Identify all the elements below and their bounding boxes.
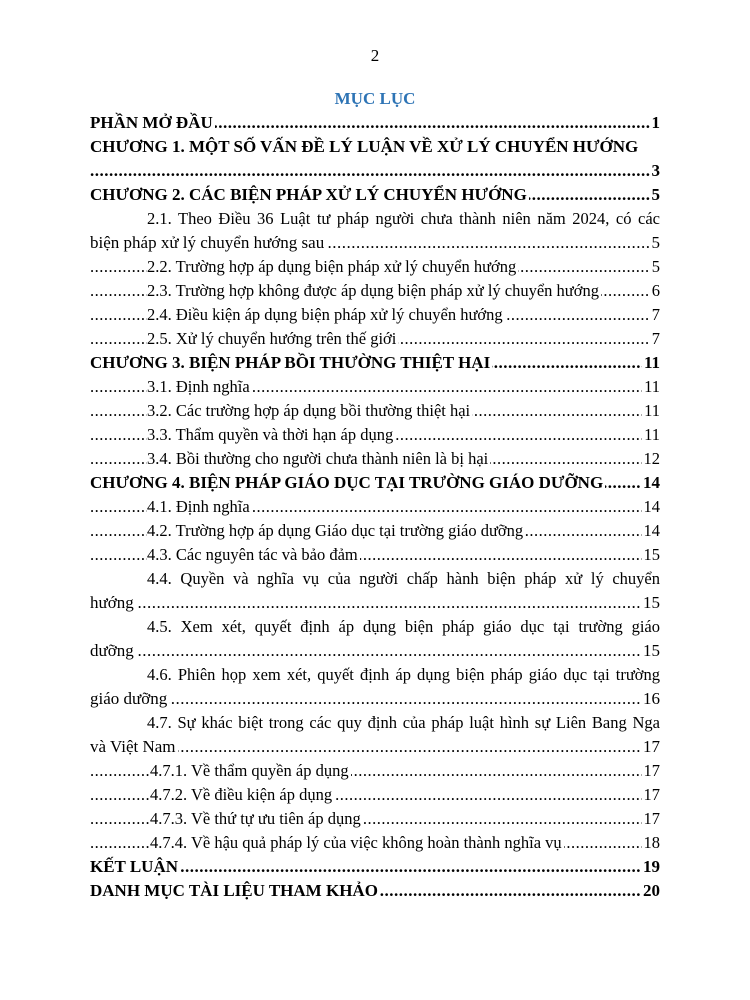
toc-entry-page: 11 <box>642 375 660 399</box>
toc-entry-page: 17 <box>642 783 661 807</box>
toc-entry-page: 11 <box>642 423 660 447</box>
toc-entry-4-7-cont[interactable] <box>90 735 660 759</box>
toc-entry-page: 17 <box>641 735 660 759</box>
toc-entry-page: 15 <box>641 639 660 663</box>
toc-entry-title: 2.5. Xử lý chuyển hướng trên thế giới <box>147 329 397 348</box>
toc-entry-page: 17 <box>642 759 661 783</box>
toc-entry-4-5[interactable] <box>90 615 660 639</box>
toc-title: MỤC LỤC <box>334 89 416 108</box>
toc-entry-4-7-4[interactable] <box>90 831 660 855</box>
toc-entry-3-1[interactable] <box>90 375 660 399</box>
toc-entry-title: 2.3. Trường hợp không được áp dụng biện pháp xử lý chuyển hướng <box>147 281 599 300</box>
toc-entry-page: 6 <box>650 279 660 303</box>
toc-entry-title: DANH MỤC TÀI LIỆU THAM KHẢO <box>90 881 378 900</box>
toc-entry-title: 3.3. Thẩm quyền và thời hạn áp dụng <box>147 425 394 444</box>
toc-entry-2-1-cont[interactable] <box>90 231 660 255</box>
toc-entry-title: 2.4. Điều kiện áp dụng biện pháp xử lý chuyển hướng <box>147 305 503 324</box>
toc-entry-4-4[interactable] <box>90 567 660 591</box>
toc-entry-title: 4.1. Định nghĩa <box>147 497 250 516</box>
toc-entry-page: 19 <box>641 855 660 879</box>
toc-entry-4-7-1[interactable] <box>90 759 660 783</box>
toc-entry-title: 4.6. Phiên họp xem xét, quyết định áp dụng biện pháp giáo dục tại trường <box>147 665 660 684</box>
toc-entry-page: 11 <box>642 399 660 423</box>
toc-entry-title: dưỡng <box>90 641 134 660</box>
toc-entry-chapter-1[interactable] <box>90 135 660 159</box>
toc-entry-title: 2.1. Theo Điều 36 Luật tư pháp người chưa thành niên năm 2024, có các <box>147 209 660 228</box>
toc-entry-3-4[interactable] <box>90 447 660 471</box>
toc-entry-2-4[interactable] <box>90 303 660 327</box>
toc-entry-page: 11 <box>642 351 660 375</box>
toc-entry-title: CHƯƠNG 2. CÁC BIỆN PHÁP XỬ LÝ CHUYỂN HƯỚNG <box>90 185 527 204</box>
toc-entry-title: 4.4. Quyền và nghĩa vụ của người chấp hành biện pháp xử lý chuyển <box>147 569 660 588</box>
page-number: 2 <box>370 46 380 65</box>
toc-entry-4-4-cont[interactable] <box>90 591 660 615</box>
toc-entry-2-5[interactable] <box>90 327 660 351</box>
toc-entry-page: ..... 3 <box>650 159 661 183</box>
toc-entry-title: biện pháp xử lý chuyển hướng sau <box>90 233 325 252</box>
toc-entry-title: và Việt Nam <box>90 737 176 756</box>
toc-entry-title: 2.2. Trường hợp áp dụng biện pháp xử lý chuyển hướng <box>147 257 517 276</box>
toc-entry-title: CHƯƠNG 4. BIỆN PHÁP GIÁO DỤC TẠI TRƯỜNG GIÁO DƯỠNG <box>90 473 604 492</box>
toc-entry-page: 12 <box>642 447 661 471</box>
toc-entry-title: 4.7. Sự khác biệt trong các quy định của pháp luật hình sự Liên Bang Nga <box>147 713 660 732</box>
toc-entry-title: CHƯƠNG 3. BIỆN PHÁP BỒI THƯỜNG THIỆT HẠI <box>90 353 491 372</box>
toc-entry-page: 5 <box>650 255 660 279</box>
toc-entry-4-7[interactable] <box>90 711 660 735</box>
toc-entry-page: 18 <box>642 831 661 855</box>
toc-entry-title: 4.2. Trường hợp áp dụng Giáo dục tại trường giáo dưỡng <box>147 521 524 540</box>
toc-entry-4-3[interactable] <box>90 543 660 567</box>
toc-entry-title: PHẦN MỞ ĐẦU <box>90 113 213 132</box>
toc-entry-title: 3.4. Bồi thường cho người chưa thành niên là bị hại <box>147 449 489 468</box>
toc-entry-title: 4.7.2. Về điều kiện áp dụng <box>150 785 333 804</box>
toc-entry-page: 7 <box>650 327 660 351</box>
toc-entry-page: 15 <box>642 543 661 567</box>
toc-entry-2-2[interactable] <box>90 255 660 279</box>
toc-entry-intro[interactable] <box>90 111 660 135</box>
toc-entry-4-2[interactable] <box>90 519 660 543</box>
toc-entry-title: CHƯƠNG 1. MỘT SỐ VẤN ĐỀ LÝ LUẬN VỀ XỬ LÝ CHUYỂN HƯỚNG <box>90 137 639 156</box>
toc-entry-chapter-2[interactable] <box>90 183 660 207</box>
toc-entry-page: 17 <box>642 807 661 831</box>
toc-entry-4-6-cont[interactable] <box>90 687 660 711</box>
toc-entry-title: 4.7.1. Về thẩm quyền áp dụng <box>150 761 349 780</box>
toc-entry-title: 4.5. Xem xét, quyết định áp dụng biện pháp giáo dục tại trường giáo <box>147 617 660 636</box>
toc-entry-4-1[interactable] <box>90 495 660 519</box>
toc-entry-4-7-3[interactable] <box>90 807 660 831</box>
toc-entry-title: KẾT LUẬN <box>90 857 179 876</box>
toc-entry-2-1[interactable] <box>90 207 660 231</box>
toc-entry-chapter-1-page[interactable] <box>90 159 660 183</box>
toc-entry-page: 16 <box>641 687 660 711</box>
toc-entry-title: 3.2. Các trường hợp áp dụng bồi thường thiệt hại <box>147 401 471 420</box>
toc-entry-3-3[interactable] <box>90 423 660 447</box>
toc-entry-title: 4.7.4. Về hậu quả pháp lý của việc không hoàn thành nghĩa vụ <box>150 833 562 852</box>
toc-entry-page: 20 <box>641 879 660 903</box>
toc-entry-conclusion[interactable] <box>90 855 660 879</box>
toc-entry-page: 14 <box>641 471 660 495</box>
toc-entry-title: 4.7.3. Về thứ tự ưu tiên áp dụng <box>150 809 361 828</box>
toc-entry-title: 3.1. Định nghĩa <box>147 377 250 396</box>
toc-entry-title: hướng <box>90 593 134 612</box>
toc-entry-4-6[interactable] <box>90 663 660 687</box>
toc-entry-page: 5 <box>650 231 661 255</box>
toc-entry-page: 15 <box>641 591 660 615</box>
toc-entry-title: 4.3. Các nguyên tác và bảo đảm <box>147 545 358 564</box>
toc-entry-page: 14 <box>642 495 661 519</box>
toc-entry-page: 14 <box>642 519 661 543</box>
toc-entry-page: 1 <box>650 111 661 135</box>
toc-entry-chapter-3[interactable] <box>90 351 660 375</box>
toc-entry-chapter-4[interactable] <box>90 471 660 495</box>
toc-entry-page: 5 <box>650 183 661 207</box>
toc-entry-4-5-cont[interactable] <box>90 639 660 663</box>
toc-entry-2-3[interactable] <box>90 279 660 303</box>
toc-entry-references[interactable] <box>90 879 660 903</box>
table-of-contents <box>90 111 660 903</box>
toc-entry-title: giáo dưỡng <box>90 689 168 708</box>
toc-entry-3-2[interactable] <box>90 399 660 423</box>
toc-entry-4-7-2[interactable] <box>90 783 660 807</box>
toc-entry-page: 7 <box>650 303 660 327</box>
